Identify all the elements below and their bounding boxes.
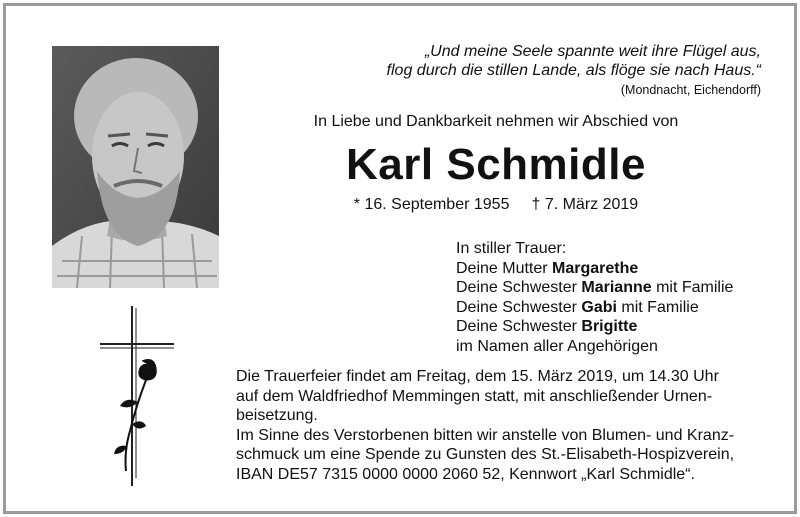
- deceased-name: Karl Schmidle: [346, 140, 646, 189]
- mourner-line: Deine Schwester Marianne mit Familie: [456, 279, 734, 296]
- birth-date: * 16. September 1955: [353, 196, 510, 213]
- intro-text: In Liebe und Dankbarkeit nehmen wir Abschied von: [313, 113, 679, 130]
- obituary-frame: [3, 3, 797, 514]
- mourner-line: Deine Schwester Brigitte: [456, 318, 638, 335]
- quote-line: „Und meine Seele spannte weit ihre Flügel aus,: [424, 43, 761, 60]
- poem-quote: [256, 42, 761, 80]
- death-date: † 7. März 2019: [531, 196, 639, 213]
- mourner-line: Deine Mutter Margarethe: [456, 259, 639, 277]
- life-dates: [256, 195, 736, 215]
- ceremony-line: Im Sinne des Verstorbenen bitten wir anstelle von Blumen- und Kranz-: [236, 426, 735, 444]
- ceremony-text: [236, 367, 766, 484]
- ceremony-line: auf dem Waldfriedhof Memmingen statt, mit anschließender Urnen-: [236, 387, 713, 405]
- quote-source: (Mondnacht, Eichendorff): [620, 83, 761, 97]
- ceremony-line: beisetzung.: [236, 407, 318, 424]
- ceremony-line: Die Trauerfeier findet am Freitag, dem 15. März 2019, um 14.30 Uhr: [236, 368, 719, 385]
- quote-line: flog durch die stillen Lande, als flöge sie nach Haus.“: [386, 62, 761, 79]
- ceremony-line: IBAN DE57 7315 0000 0000 2060 52, Kennwort „Karl Schmidle“.: [236, 465, 695, 483]
- mourners-heading: In stiller Trauer:: [456, 240, 567, 257]
- mourner-line: Deine Schwester Gabi mit Familie: [456, 298, 699, 316]
- mourners-closing: im Namen aller Angehörigen: [456, 337, 658, 355]
- mourners-list: [456, 239, 776, 356]
- cross-with-rose-icon: [96, 306, 176, 486]
- portrait-photo: [52, 46, 219, 288]
- ceremony-line: schmuck um eine Spende zu Gunsten des St.-Elisabeth-Hospizverein,: [236, 446, 735, 463]
